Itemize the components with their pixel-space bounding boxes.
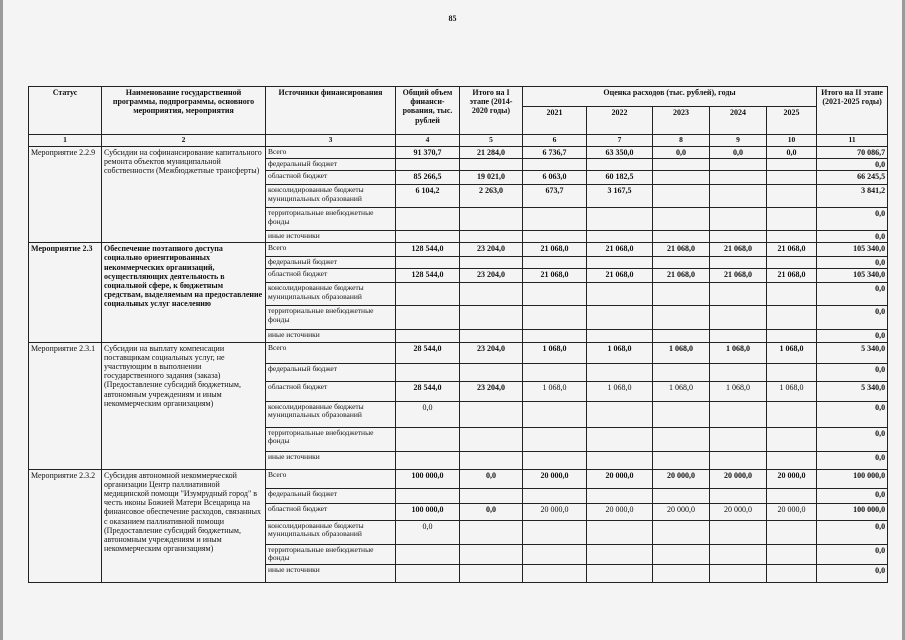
value-cell — [396, 208, 460, 231]
value-cell — [396, 330, 460, 342]
value-cell — [653, 158, 710, 170]
value-cell: 0,0 — [817, 488, 888, 503]
value-cell — [767, 231, 817, 243]
value-cell — [587, 520, 653, 544]
value-cell — [523, 283, 587, 306]
value-cell: 23 204,0 — [460, 269, 523, 283]
table-body — [29, 146, 888, 582]
page-number: 85 — [448, 14, 457, 23]
value-cell: 23 204,0 — [460, 342, 523, 363]
value-cell — [523, 158, 587, 170]
value-cell: 1 068,0 — [653, 342, 710, 363]
value-cell — [767, 208, 817, 231]
value-cell — [710, 451, 767, 469]
value-cell — [460, 363, 523, 381]
value-cell: 91 370,7 — [396, 146, 460, 158]
table-row — [29, 469, 888, 488]
value-cell: 1 068,0 — [523, 381, 587, 401]
source-cell: областной бюджет — [266, 381, 396, 401]
value-cell — [710, 158, 767, 170]
value-cell: 0,0 — [396, 520, 460, 544]
value-cell — [396, 306, 460, 330]
value-cell: 0,0 — [817, 158, 888, 170]
column-number: 2 — [102, 135, 266, 147]
value-cell: 66 245,5 — [817, 171, 888, 185]
value-cell — [587, 451, 653, 469]
value-cell: 100 000,0 — [817, 469, 888, 488]
header-stage1: Итого на I этапе (2014-2020 годы) — [460, 87, 523, 135]
column-number: 1 — [29, 135, 102, 147]
value-cell: 0,0 — [817, 330, 888, 342]
column-number: 6 — [523, 135, 587, 147]
value-cell: 21 068,0 — [710, 243, 767, 257]
value-cell — [523, 544, 587, 564]
value-cell: 0,0 — [460, 503, 523, 520]
value-cell — [653, 185, 710, 208]
value-cell — [587, 488, 653, 503]
column-number: 10 — [767, 135, 817, 147]
value-cell — [653, 257, 710, 269]
value-cell: 1 068,0 — [587, 381, 653, 401]
value-cell: 0,0 — [653, 146, 710, 158]
value-cell: 105 340,0 — [817, 269, 888, 283]
source-cell: Всего — [266, 146, 396, 158]
value-cell — [767, 488, 817, 503]
source-cell: консолидированные бюджеты муниципальных образований — [266, 185, 396, 208]
value-cell: 6 736,7 — [523, 146, 587, 158]
value-cell — [396, 283, 460, 306]
value-cell — [523, 427, 587, 451]
value-cell: 1 068,0 — [653, 381, 710, 401]
value-cell — [587, 208, 653, 231]
value-cell: 673,7 — [523, 185, 587, 208]
value-cell — [523, 520, 587, 544]
value-cell — [523, 231, 587, 243]
column-number: 9 — [710, 135, 767, 147]
value-cell — [460, 427, 523, 451]
header-year-2024: 2024 — [710, 107, 767, 135]
value-cell — [710, 208, 767, 231]
value-cell — [710, 185, 767, 208]
value-cell — [767, 171, 817, 185]
header-year-2022: 2022 — [587, 107, 653, 135]
source-cell: консолидированные бюджеты муниципальных образований — [266, 401, 396, 427]
value-cell: 1 068,0 — [767, 381, 817, 401]
value-cell — [523, 488, 587, 503]
value-cell: 0,0 — [817, 231, 888, 243]
name-cell: Субсидия автономной некоммерческой организации Центр паллиативной медицинской помощи "Изумрудный город" в честь иконы Божией Матери Всецарица на финансовое обеспечение расходов, связанных с оказанием паллиативной помощи (Предоставление субсидий бюджетным, автономным учреждениям и иным некоммерческим организациям) — [102, 469, 266, 582]
value-cell — [653, 451, 710, 469]
value-cell — [396, 564, 460, 582]
value-cell: 0,0 — [817, 564, 888, 582]
value-cell: 21 068,0 — [653, 243, 710, 257]
source-cell: территориальные внебюджетные фонды — [266, 306, 396, 330]
value-cell — [710, 564, 767, 582]
value-cell: 21 068,0 — [767, 243, 817, 257]
value-cell — [710, 363, 767, 381]
name-cell: Субсидии на выплату компенсации поставщикам социальных услуг, не участвующим в выполнении государственного задания (заказа) (Предоставление субсидий бюджетным, автономным учреждениям и иным некоммерческим организациям) — [102, 342, 266, 469]
value-cell: 2 263,0 — [460, 185, 523, 208]
value-cell — [710, 544, 767, 564]
value-cell — [653, 544, 710, 564]
value-cell — [653, 564, 710, 582]
value-cell — [587, 158, 653, 170]
value-cell: 19 021,0 — [460, 171, 523, 185]
source-cell: иные источники — [266, 330, 396, 342]
value-cell: 0,0 — [817, 520, 888, 544]
header-name: Наименование государственной программы, подпрограммы, основного мероприятия, мероприятия — [102, 87, 266, 135]
source-cell: консолидированные бюджеты муниципальных образований — [266, 283, 396, 306]
value-cell — [653, 488, 710, 503]
value-cell: 20 000,0 — [767, 503, 817, 520]
value-cell — [396, 363, 460, 381]
value-cell — [523, 208, 587, 231]
name-cell: Субсидии на софинансирование капитального ремонта объектов муниципальной собственности (Межбюджетные трансферты) — [102, 146, 266, 243]
value-cell — [460, 451, 523, 469]
column-number: 4 — [396, 135, 460, 147]
table-row — [29, 342, 888, 363]
value-cell — [653, 231, 710, 243]
value-cell: 3 841,2 — [817, 185, 888, 208]
source-cell: федеральный бюджет — [266, 158, 396, 170]
status-cell: Мероприятие 2.3 — [29, 243, 102, 342]
value-cell — [587, 231, 653, 243]
value-cell: 20 000,0 — [767, 469, 817, 488]
value-cell: 0,0 — [460, 469, 523, 488]
value-cell — [767, 520, 817, 544]
value-cell: 0,0 — [817, 257, 888, 269]
value-cell — [523, 257, 587, 269]
value-cell: 0,0 — [817, 544, 888, 564]
value-cell: 21 068,0 — [523, 269, 587, 283]
value-cell — [587, 257, 653, 269]
column-number: 5 — [460, 135, 523, 147]
source-cell: территориальные внебюджетные фонды — [266, 427, 396, 451]
status-cell: Мероприятие 2.2.9 — [29, 146, 102, 243]
header-estimate: Оценка расходов (тыс. рублей), годы — [523, 87, 817, 107]
value-cell — [710, 171, 767, 185]
value-cell — [767, 330, 817, 342]
header-sources: Источники финансирования — [266, 87, 396, 135]
value-cell — [460, 257, 523, 269]
value-cell — [460, 488, 523, 503]
value-cell: 20 000,0 — [710, 503, 767, 520]
value-cell — [460, 401, 523, 427]
value-cell: 28 544,0 — [396, 381, 460, 401]
value-cell — [767, 185, 817, 208]
value-cell — [767, 544, 817, 564]
column-number: 8 — [653, 135, 710, 147]
value-cell — [710, 231, 767, 243]
value-cell: 6 063,0 — [523, 171, 587, 185]
value-cell — [460, 306, 523, 330]
value-cell: 20 000,0 — [523, 503, 587, 520]
status-cell: Мероприятие 2.3.2 — [29, 469, 102, 582]
value-cell — [653, 306, 710, 330]
value-cell — [523, 306, 587, 330]
value-cell — [653, 171, 710, 185]
page-edge-left — [0, 0, 3, 640]
value-cell: 0,0 — [767, 146, 817, 158]
value-cell — [587, 427, 653, 451]
value-cell: 20 000,0 — [653, 503, 710, 520]
value-cell: 28 544,0 — [396, 342, 460, 363]
budget-table — [28, 86, 888, 583]
value-cell — [653, 427, 710, 451]
value-cell — [587, 306, 653, 330]
name-cell: Обеспечение поэтапного доступа социально ориентированных некоммерческих организаций, осуществляющих деятельность в социальной сфере, к бюджетным средствам, выделяемым на предоставление социальных услуг населению — [102, 243, 266, 342]
source-cell: областной бюджет — [266, 503, 396, 520]
source-cell: Всего — [266, 243, 396, 257]
value-cell: 100 000,0 — [396, 469, 460, 488]
source-cell: территориальные внебюджетные фонды — [266, 544, 396, 564]
value-cell: 0,0 — [817, 283, 888, 306]
value-cell — [710, 427, 767, 451]
source-cell: иные источники — [266, 451, 396, 469]
value-cell: 105 340,0 — [817, 243, 888, 257]
value-cell — [653, 208, 710, 231]
value-cell — [710, 330, 767, 342]
value-cell — [460, 283, 523, 306]
source-cell: иные источники — [266, 231, 396, 243]
value-cell: 20 000,0 — [587, 503, 653, 520]
value-cell — [460, 520, 523, 544]
value-cell — [710, 488, 767, 503]
value-cell — [653, 330, 710, 342]
value-cell — [767, 401, 817, 427]
value-cell — [523, 401, 587, 427]
value-cell: 128 544,0 — [396, 243, 460, 257]
value-cell: 0,0 — [817, 427, 888, 451]
value-cell: 0,0 — [817, 451, 888, 469]
value-cell — [653, 283, 710, 306]
value-cell: 1 068,0 — [587, 342, 653, 363]
value-cell — [396, 488, 460, 503]
source-cell: федеральный бюджет — [266, 488, 396, 503]
value-cell: 20 000,0 — [653, 469, 710, 488]
value-cell: 20 000,0 — [523, 469, 587, 488]
value-cell — [710, 401, 767, 427]
value-cell — [587, 330, 653, 342]
value-cell: 21 068,0 — [587, 269, 653, 283]
value-cell — [767, 363, 817, 381]
column-number: 7 — [587, 135, 653, 147]
value-cell — [767, 427, 817, 451]
value-cell — [767, 257, 817, 269]
value-cell — [460, 544, 523, 564]
value-cell: 85 266,5 — [396, 171, 460, 185]
value-cell — [396, 231, 460, 243]
value-cell: 23 204,0 — [460, 243, 523, 257]
value-cell — [523, 564, 587, 582]
table-row — [29, 146, 888, 158]
value-cell — [767, 451, 817, 469]
value-cell: 0,0 — [817, 208, 888, 231]
value-cell — [587, 544, 653, 564]
value-cell — [396, 158, 460, 170]
value-cell: 60 182,5 — [587, 171, 653, 185]
source-cell: федеральный бюджет — [266, 363, 396, 381]
value-cell: 70 086,7 — [817, 146, 888, 158]
value-cell — [396, 427, 460, 451]
value-cell — [460, 330, 523, 342]
value-cell: 21 068,0 — [587, 243, 653, 257]
column-number-row — [29, 135, 888, 147]
header-status: Статус — [29, 87, 102, 135]
value-cell — [710, 306, 767, 330]
value-cell — [460, 564, 523, 582]
value-cell — [587, 363, 653, 381]
header-year-2025: 2025 — [767, 107, 817, 135]
value-cell: 0,0 — [396, 401, 460, 427]
value-cell — [396, 451, 460, 469]
value-cell — [460, 208, 523, 231]
value-cell: 1 068,0 — [767, 342, 817, 363]
source-cell: областной бюджет — [266, 269, 396, 283]
header-year-2021: 2021 — [523, 107, 587, 135]
value-cell: 6 104,2 — [396, 185, 460, 208]
value-cell: 21 284,0 — [460, 146, 523, 158]
value-cell — [767, 306, 817, 330]
value-cell: 1 068,0 — [523, 342, 587, 363]
value-cell — [523, 330, 587, 342]
value-cell: 128 544,0 — [396, 269, 460, 283]
column-number: 11 — [817, 135, 888, 147]
value-cell — [460, 158, 523, 170]
value-cell — [710, 520, 767, 544]
status-cell: Мероприятие 2.3.1 — [29, 342, 102, 469]
source-cell: территориальные внебюджетные фонды — [266, 208, 396, 231]
value-cell — [587, 564, 653, 582]
value-cell: 63 350,0 — [587, 146, 653, 158]
source-cell: Всего — [266, 342, 396, 363]
value-cell: 0,0 — [817, 401, 888, 427]
source-cell: консолидированные бюджеты муниципальных образований — [266, 520, 396, 544]
value-cell: 0,0 — [817, 363, 888, 381]
value-cell — [653, 363, 710, 381]
value-cell: 21 068,0 — [523, 243, 587, 257]
table-row — [29, 243, 888, 257]
value-cell: 21 068,0 — [653, 269, 710, 283]
value-cell: 21 068,0 — [767, 269, 817, 283]
value-cell — [767, 283, 817, 306]
source-cell: областной бюджет — [266, 171, 396, 185]
value-cell — [710, 257, 767, 269]
source-cell: Всего — [266, 469, 396, 488]
value-cell: 20 000,0 — [587, 469, 653, 488]
header-total: Общий объем финанси-рования, тыс. рублей — [396, 87, 460, 135]
value-cell — [587, 283, 653, 306]
value-cell — [523, 451, 587, 469]
value-cell: 1 068,0 — [710, 381, 767, 401]
value-cell: 0,0 — [817, 306, 888, 330]
value-cell: 100 000,0 — [817, 503, 888, 520]
value-cell — [653, 520, 710, 544]
value-cell: 0,0 — [710, 146, 767, 158]
value-cell — [653, 401, 710, 427]
header-stage2: Итого на II этапе (2021-2025 годы) — [817, 87, 888, 135]
source-cell: федеральный бюджет — [266, 257, 396, 269]
value-cell — [396, 544, 460, 564]
value-cell — [460, 231, 523, 243]
value-cell: 100 000,0 — [396, 503, 460, 520]
value-cell: 5 340,0 — [817, 342, 888, 363]
source-cell: иные источники — [266, 564, 396, 582]
column-number: 3 — [266, 135, 396, 147]
value-cell — [767, 158, 817, 170]
value-cell — [710, 283, 767, 306]
value-cell — [523, 363, 587, 381]
value-cell — [587, 401, 653, 427]
value-cell: 23 204,0 — [460, 381, 523, 401]
value-cell — [767, 564, 817, 582]
value-cell: 5 340,0 — [817, 381, 888, 401]
value-cell: 1 068,0 — [710, 342, 767, 363]
header-year-2023: 2023 — [653, 107, 710, 135]
value-cell: 21 068,0 — [710, 269, 767, 283]
value-cell — [396, 257, 460, 269]
value-cell: 3 167,5 — [587, 185, 653, 208]
value-cell: 20 000,0 — [710, 469, 767, 488]
